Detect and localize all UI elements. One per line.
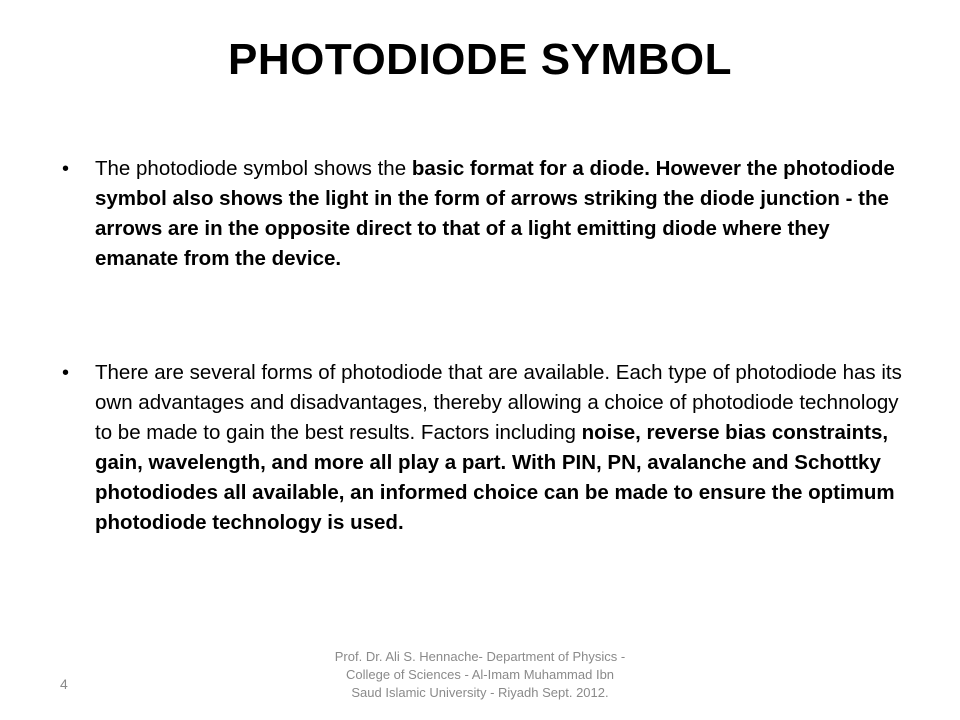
bullet-list <box>62 154 910 538</box>
bullet-segment-bold: noise, reverse bias constraints, gain, wavelength, and more all play a part. With PIN, PN, avalanche and Schottky photodiodes all available, an informed choice can be made to ensure the optimum photodiode technology is used. <box>95 421 895 534</box>
bullet-item <box>62 154 910 274</box>
bullet-marker: • <box>62 158 70 180</box>
page-number: 4 <box>60 676 68 692</box>
slide-title: PHOTODIODE SYMBOL <box>228 35 732 84</box>
bullet-segment-normal: There are several forms of photodiode that are available. Each type of photodiode has its own advantages and disadvantages, thereby allowing a choice of photodiode technology to be made to gain the best results. Factors including <box>95 361 902 444</box>
bullet-item <box>62 358 910 538</box>
bullet-segment-bold: basic format for a diode. However the photodiode symbol also shows the light in the form of arrows striking the diode junction - the arrows are in the opposite direct to that of a light emitting diode where they emanate from the device. <box>95 157 895 270</box>
bullet-text <box>95 157 895 270</box>
bullet-segment-normal: The photodiode symbol shows the <box>95 157 412 180</box>
footer-text: Prof. Dr. Ali S. Hennache- Department of Physics - College of Sciences - Al-Imam Muhammad Ibn Saud Islamic University - Riyadh Sept. 2012. <box>334 649 626 700</box>
bullet-marker: • <box>62 362 70 384</box>
bullet-text <box>95 361 902 534</box>
